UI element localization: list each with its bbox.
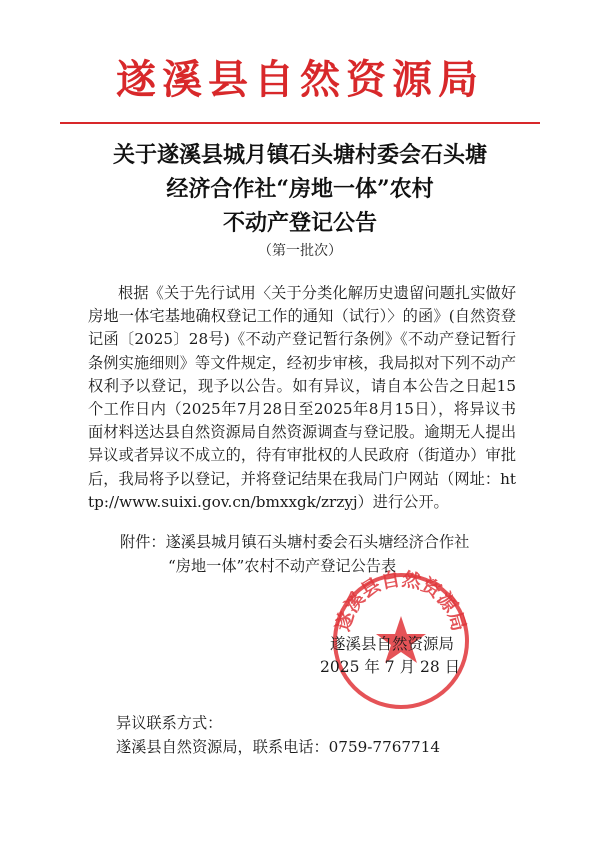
letterhead-org-name: 遂溪县自然资源局 [116, 56, 484, 103]
contact-label: 异议联系方式： [116, 714, 223, 732]
notice-title [60, 138, 540, 240]
attachment-line-2: “房地一体”农村不动产登记公告表 [168, 556, 397, 575]
batch-label: （第一批次） [258, 243, 342, 259]
contact-phone-line: 遂溪县自然资源局，联系电话：0759-7767714 [116, 738, 441, 756]
notice-title-line-3: 不动产登记公告 [222, 210, 377, 236]
signature-date: 2025 年 7 月 28 日 [320, 658, 461, 676]
letterhead-divider [60, 122, 540, 124]
signature-org: 遂溪县自然资源局 [330, 635, 455, 653]
seal-text: 遂溪县自然资源局 [332, 568, 470, 634]
attachment-line-1: 附件：遂溪县城月镇石头塘村委会石头塘经济合作社 [120, 533, 470, 551]
notice-body-paragraph: 根据《关于先行试用〈关于分类化解历史遗留问题扎实做好房地一体宅基地确权登记工作的通知（试行）〉的函》(自然资登记函〔2025〕28号)《不动产登记暂行条例》《不动产登记暂行条例实施细则》等文件规定，经初步审核，我局拟对下列不动产权利予以登记，现予以公告。如有异议，请自本公告之日起15个工作日内（2025年7月28日至2025年8月15日），将异议书面材料送达县自然资源局自然资源调查与登记股。逾期无人提出异议或者异议不成立的，待有审批权的人民政府（街道办）审批后，我局将予以登记，并将登记结果在我局门户网站（网址：http://www.suixi.gov.cn/bmxxgk/zrzyj）进行公开。 [88, 284, 516, 511]
notice-title-line-2: 经济合作社“房地一体”农村 [166, 176, 434, 202]
notice-title-line-1: 关于遂溪县城月镇石头塘村委会石头塘 [112, 142, 487, 168]
